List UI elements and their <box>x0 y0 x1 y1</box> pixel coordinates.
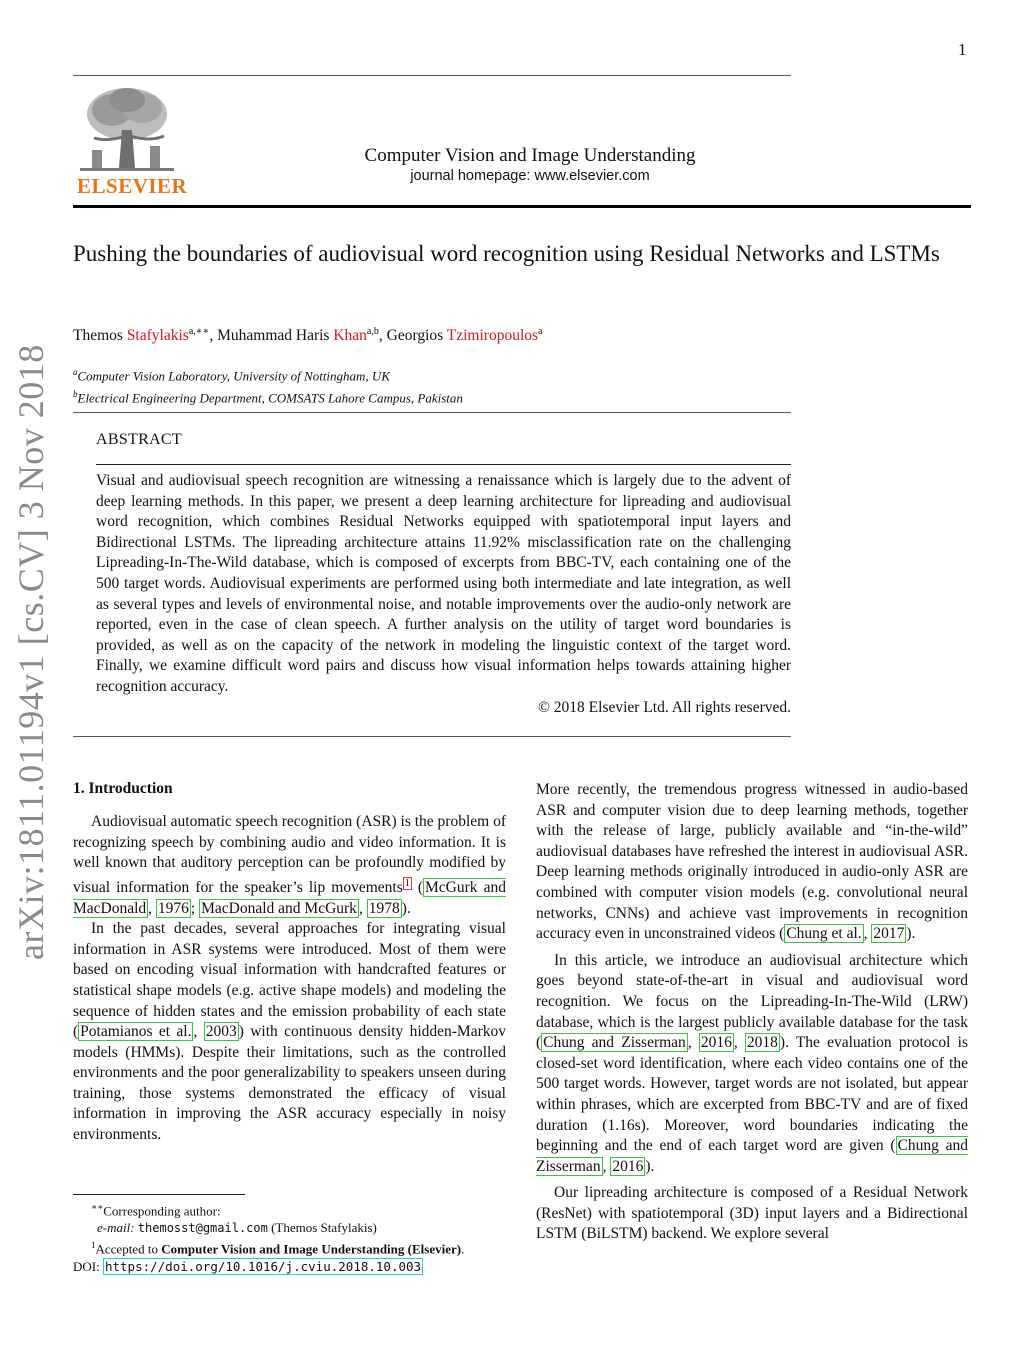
author-separator: , Muhammad Haris <box>209 327 334 345</box>
paragraph-text: ( <box>411 878 424 896</box>
paragraph-text: In this article, we introduce an audiovisual architecture which goes beyond state-of-the-art in visual and audiovisual word recognition. We focus on the Lipreading-In-The-Wild (LRW) database, which is the largest publicly available database for the task ( <box>536 951 968 1052</box>
paragraph-text: , <box>148 899 156 917</box>
abstract-heading: ABSTRACT <box>96 431 182 448</box>
affiliation-mark: a <box>73 367 78 377</box>
citation-year-link[interactable]: 2016 <box>612 1157 644 1175</box>
author-link-tzimiropoulos[interactable]: Tzimiropoulos <box>446 327 539 345</box>
abstract-body: Visual and audiovisual speech recognition are witnessing a renaissance which is largely due to the advent of deep learning methods. In this paper, we present a deep learning architecture for lipreading and audiovisual word recognition, which combines Residual Networks equipped with spatiotemporal input layers and Bidirectional LSTMs. The lipreading architecture attains 11.92% misclassification rate on the challenging Lipreading-In-The-Wild database, which is composed of excerpts from BBC-TV, each containing one of the 500 target words. Audiovisual experiments are performed using both intermediate and late integration, as well as several types and levels of environmental noise, and notable improvements over the audio-only network are reported, even in the case of clean speech. A further analysis on the utility of target word boundaries is provided, as well as on the capacity of the network in modeling the linguistic context of the target word. Finally, we examine difficult word pairs and discuss how visual information helps towards attaining higher recognition accuracy. <box>96 472 791 695</box>
intro-paragraph-3 <box>536 780 968 945</box>
citation-link[interactable]: Chung et al. <box>786 925 862 943</box>
intro-paragraph-2 <box>73 919 506 1146</box>
paragraph-text: ; <box>190 899 200 917</box>
paragraph-text: , <box>733 1034 745 1052</box>
left-column <box>73 812 506 1146</box>
journal-homepage[interactable]: journal homepage: www.elsevier.com <box>410 168 650 184</box>
footnote-text: Corresponding author: <box>103 1203 221 1219</box>
right-column <box>536 780 968 1245</box>
paragraph-text: , <box>193 1023 204 1041</box>
footnote-text: Accepted to <box>95 1241 162 1257</box>
arxiv-stamp: arXiv:1811.01194v1 [cs.CV] 3 Nov 2018 <box>11 344 51 960</box>
affiliations <box>73 363 463 408</box>
journal-title: Computer Vision and Image Understanding <box>364 145 696 166</box>
paragraph-text: ). The evaluation protocol is closed-set word identification, where each video contains one of the 500 target words. However, target words are not isolated, but appear within phrases, which are excerpted from BBC-TV and are of fixed duration (1.16s). Moreover, word boundaries indicating the beginning and the end of each target word are given ( <box>536 1034 968 1155</box>
abstract-rule-top <box>73 412 791 413</box>
footnote-mark: ∗∗ <box>91 1202 104 1212</box>
author-affil-mark: a,b <box>366 326 379 337</box>
footnote-text: . <box>461 1241 465 1257</box>
doi-label: DOI: <box>73 1258 103 1274</box>
author-link-khan[interactable]: Khan <box>333 327 367 345</box>
author-first-name: Themos <box>73 327 127 345</box>
paragraph-text: , <box>863 925 872 943</box>
author-separator: , Georgios <box>378 327 447 345</box>
elsevier-logo <box>72 80 188 198</box>
paragraph-text: Audiovisual automatic speech recognition (ASR) is the problem of recognizing speech by combining audio and video information. It is well known that auditory perception can be profoundly modified by visual information for the speaker’s lip movements <box>73 813 506 896</box>
footnote-link[interactable]: 1 <box>404 877 410 889</box>
intro-paragraph-4 <box>536 951 968 1178</box>
email-link[interactable]: themosst@gmail.com <box>137 1221 268 1236</box>
footnote-email <box>73 1219 513 1237</box>
paragraph-text: More recently, the tremendous progress witnessed in audio-based ASR and computer vision due to deep learning methods, together with the release of large, publicly available and “in-the-wild” audiovisual databases have refreshed the interest in audiovisual ASR. Deep learning methods originally introduced in audio-only ASR are combined with computer vision models (e.g. convolutional neural networks, CNNs) and achieve vast improvements in recognition accuracy even in unconstrained videos ( <box>536 781 968 943</box>
footnote-1 <box>73 1237 513 1257</box>
affiliation-text: Electrical Engineering Department, COMSATS Lahore Campus, Pakistan <box>77 390 463 406</box>
affiliation-a <box>73 363 463 385</box>
paragraph-text: , <box>687 1034 699 1052</box>
paragraph-text: In the past decades, several approaches for integrating visual information in ASR systems were introduced. Most of them were based on encoding visual information with handcrafted features or statistical shape models (e.g. active shape models) and modeling the sequence of hidden states and the emission probability of each state ( <box>73 920 506 1041</box>
intro-paragraph-5: Our lipreading architecture is composed of a Residual Network (ResNet) with spatiotemporal (3D) input layers and a Bidirectional LSTM (BiLSTM) backend. We explore several <box>536 1184 968 1243</box>
footnote-text: (Themos Stafylakis) <box>267 1220 377 1236</box>
doi-link[interactable]: https://doi.org/10.1016/j.cviu.2018.10.003 <box>104 1258 422 1274</box>
footnote-corresponding <box>73 1199 513 1219</box>
paragraph-text: , <box>602 1157 611 1175</box>
abstract-rule-bottom <box>73 736 791 737</box>
citation-year-link[interactable]: 2016 <box>700 1034 732 1052</box>
footnote-journal-name: Computer Vision and Image Understanding (Elsevier) <box>161 1241 462 1257</box>
email-label: e-mail: <box>97 1220 135 1236</box>
paragraph-text: ). <box>401 899 411 917</box>
page-number: 1 <box>958 40 967 59</box>
paragraph-text: ). <box>906 925 916 943</box>
citation-year-link[interactable]: 2003 <box>205 1023 237 1041</box>
paragraph-text: , <box>358 899 367 917</box>
citation-link[interactable]: Potamianos et al. <box>80 1023 192 1041</box>
affiliation-text: Computer Vision Laboratory, University of Nottingham, UK <box>77 368 390 384</box>
affiliation-b <box>73 385 463 407</box>
header-rule-thick <box>73 205 971 208</box>
copyright-line: © 2018 Elsevier Ltd. All rights reserved. <box>538 699 791 716</box>
affiliation-mark: b <box>73 389 78 400</box>
paper-title: Pushing the boundaries of audiovisual word recognition using Residual Networks and LSTMs <box>73 241 940 266</box>
citation-year-link[interactable]: 1976 <box>157 899 189 917</box>
citation-link[interactable]: MacDonald and McGurk <box>201 899 357 917</box>
author-link-stafylakis[interactable]: Stafylakis <box>126 327 189 345</box>
author-list <box>73 326 543 345</box>
footnote-mark: 1 <box>91 1240 96 1251</box>
author-affil-mark: a,∗∗ <box>188 326 210 337</box>
publisher-wordmark: ELSEVIER <box>77 174 188 198</box>
intro-paragraph-1 <box>73 812 506 919</box>
citation-year-link[interactable]: 1978 <box>368 899 400 917</box>
section-heading: 1. Introduction <box>73 780 173 797</box>
citation-link[interactable]: Chung and Zisserman <box>536 1137 968 1175</box>
citation-year-link[interactable]: 2018 <box>746 1034 778 1052</box>
paragraph-text: ). <box>645 1157 655 1175</box>
paragraph-text: ) with continuous density hidden-Markov models (HMMs). Despite their limitations, such as the controlled environments and the poor generalizability to speakers unseen during training, those systems demonstrated the efficacy of visual information in improving the ASR accuracy especially in noisy environments. <box>73 1023 507 1144</box>
citation-year-link[interactable]: 2017 <box>873 925 905 943</box>
journal-header <box>260 145 800 184</box>
citation-link[interactable]: McGurk and MacDonald <box>73 878 506 917</box>
author-affil-mark: a <box>538 326 543 337</box>
header-rule-top <box>73 75 791 76</box>
footnote-doi <box>73 1258 513 1275</box>
footnotes <box>73 1199 513 1275</box>
abstract-heading-rule <box>96 464 791 465</box>
footnote-rule <box>73 1194 245 1195</box>
citation-link[interactable]: Chung and Zisserman <box>543 1034 686 1052</box>
